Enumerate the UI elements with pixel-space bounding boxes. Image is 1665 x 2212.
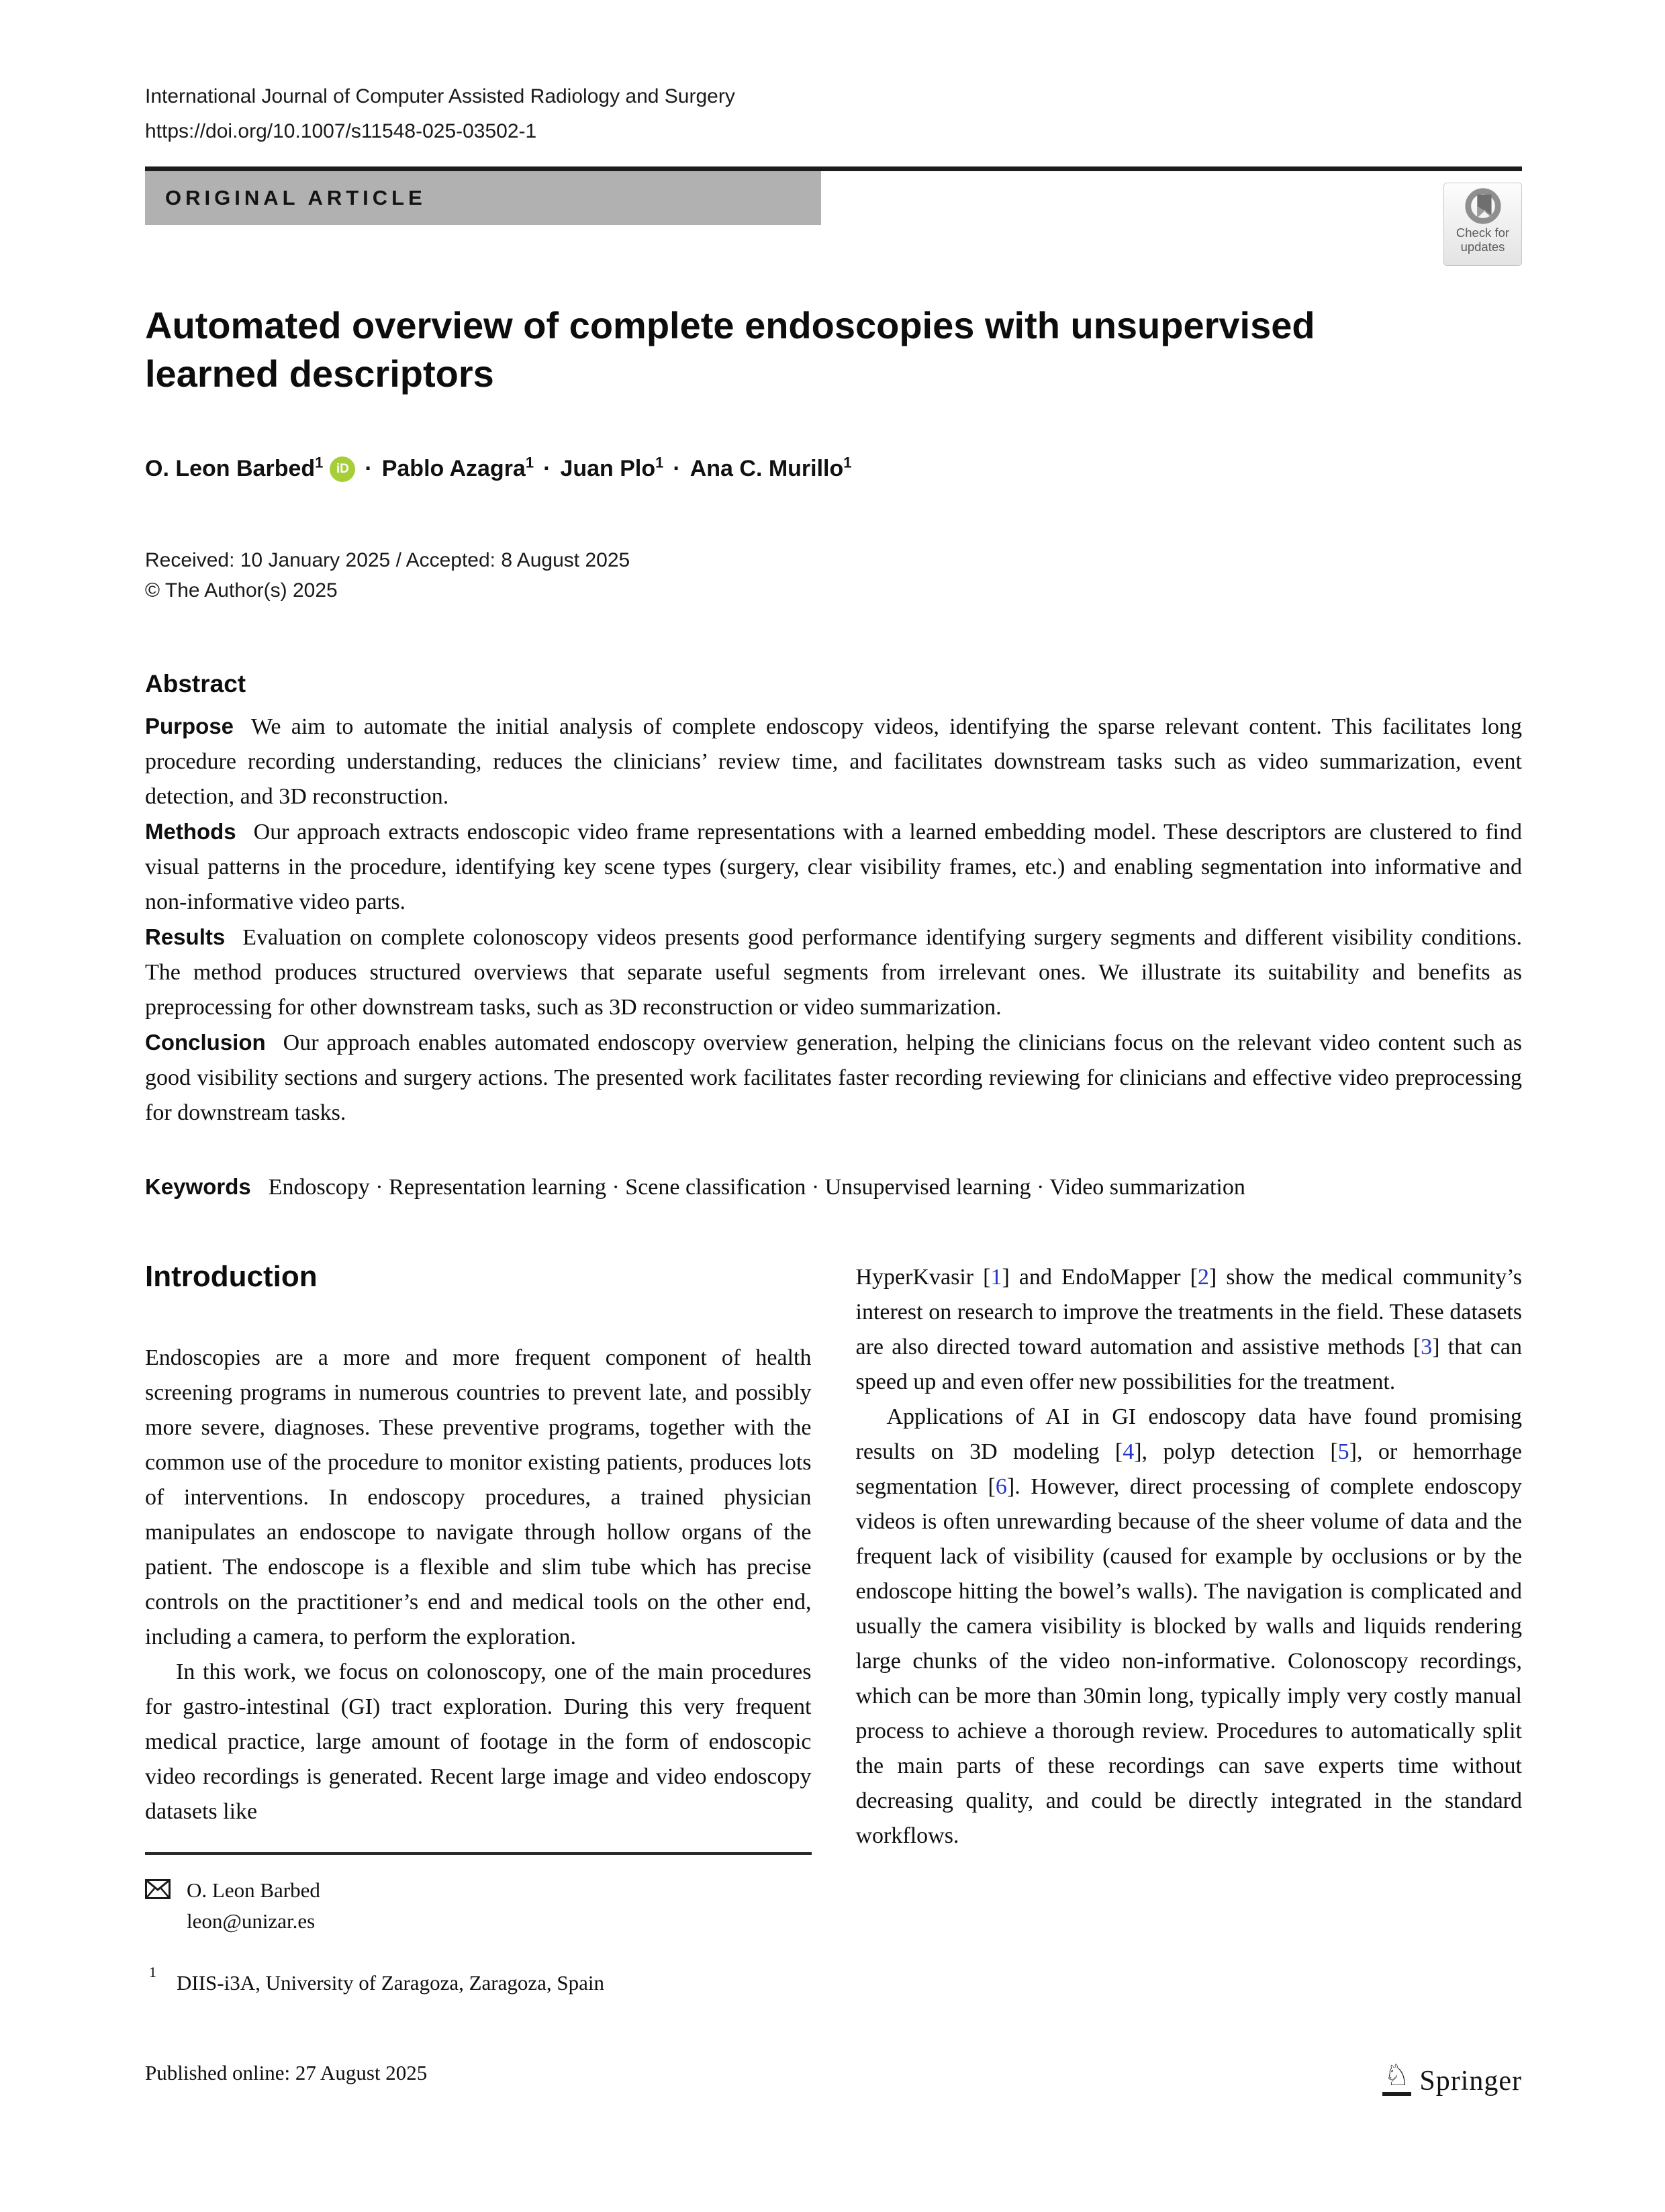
check-for-updates-badge[interactable] <box>1443 183 1522 266</box>
author: Juan Plo$^1$ <box>560 454 664 481</box>
paragraph: HyperKvasir [1] and EndoMapper [2] show the medical community’s interest on research to improve the treatments in the field. These datasets are also directed toward automation and assistive methods [3] that can speed up and even offer new possibilities for the treatment. <box>855 1265 1522 1394</box>
citation-ref[interactable]: 3 <box>1421 1335 1433 1359</box>
introduction-heading: Introduction <box>145 1260 318 1293</box>
corresponding-author-email[interactable]: leon@unizar.es <box>187 1909 316 1933</box>
keywords-text: Endoscopy · Representation learning · Scene classification · Unsupervised learning · Video summarization <box>268 1175 1245 1200</box>
abstract-section-methods: Methods Our approach extracts endoscopic video frame representations with a learned embedding model. These descriptors are clustered to find visual patterns in the procedure, identifying key scene types (surgery, clear visibility frames, etc.) and enabling segmentation into informative and non-informative video parts. <box>145 819 1522 914</box>
author-affiliation-superscript: 1 <box>315 454 324 471</box>
springer-wordmark: Springer <box>1419 2066 1522 2097</box>
paragraph: Endoscopies are a more and more frequent component of health screening programs in numerous countries to prevent late, and possibly more severe, diagnoses. These preventive programs, together with the common use of the procedure to monitor existing patients, produces lots of interventions. In endoscopy procedures, a trained physician manipulates an endoscope to navigate through hollow organs of the patient. The endoscope is a flexible and slim tube which has precise controls on the practitioner’s end and medical tools on the other end, including a camera, to perform the exploration. <box>145 1345 812 1649</box>
article-type-label: ORIGINAL ARTICLE <box>165 186 426 209</box>
journal-name: International Journal of Computer Assisted Radiology and Surgery <box>145 85 735 107</box>
doi-link[interactable]: https://doi.org/10.1007/s11548-025-03502-1 <box>145 120 537 142</box>
correspondence-row <box>145 1875 812 1906</box>
orcid-icon[interactable]: iD <box>330 456 355 482</box>
springer-logo <box>1382 2058 1522 2097</box>
author-affiliation-superscript: 1 <box>843 454 852 471</box>
author-separator: · <box>543 456 551 481</box>
check-for-updates-text: Check for updates <box>1456 226 1510 254</box>
corresponding-author-name: O. Leon Barbed <box>187 1878 320 1902</box>
paragraph: In this work, we focus on colonoscopy, one of the main procedures for gastro-intestinal (GI) tract exploration. During this very frequent medical practice, large amount of footage in the form of endoscopic video recordings is generated. Recent large image and video endoscopy datasets like <box>145 1660 812 1824</box>
page-footer <box>145 2058 1522 2097</box>
abstract-section-label: Conclusion <box>145 1030 266 1055</box>
published-online-line: Published online: 27 August 2025 <box>145 2061 428 2084</box>
introduction-left-text <box>145 1341 812 1829</box>
author: O. Leon Barbed$^1$ <box>145 454 324 481</box>
header-rule <box>145 166 1522 225</box>
author-affiliation-superscript: 1 <box>655 454 664 471</box>
springer-knight-icon: ♘ <box>1382 2061 1411 2096</box>
author: Pablo Azagra$^1$ <box>381 454 534 481</box>
right-column <box>856 1260 1523 1999</box>
keywords-label: Keywords <box>145 1174 251 1199</box>
article-type-banner <box>145 171 821 225</box>
affiliation-superscript: 1 <box>149 1964 156 1980</box>
article-title: Automated overview of complete endoscopies with unsupervised learned descriptors <box>145 304 1315 395</box>
affiliation-row <box>145 1964 812 1999</box>
abstract-section-label: Purpose <box>145 714 234 738</box>
check-for-updates-icon <box>1464 187 1503 226</box>
citation-ref[interactable]: 4 <box>1123 1439 1135 1464</box>
received-accepted-line: Received: 10 January 2025 / Accepted: 8 August 2025 <box>145 549 630 571</box>
citation-ref[interactable]: 6 <box>995 1474 1007 1499</box>
author: Ana C. Murillo$^1$ <box>689 454 852 481</box>
keywords-line <box>145 1169 1522 1205</box>
citation-ref[interactable]: 2 <box>1197 1265 1209 1290</box>
introduction-right-text <box>856 1260 1523 1854</box>
abstract-section-label: Methods <box>145 819 236 844</box>
authors-line <box>145 456 1522 482</box>
citation-ref[interactable]: 1 <box>990 1265 1002 1290</box>
copyright-line: © The Author(s) 2025 <box>145 579 338 602</box>
citation-ref[interactable]: 5 <box>1337 1439 1349 1464</box>
paragraph: Applications of AI in GI endoscopy data have found promising results on 3D modeling [4], polyp detection [5], or hemorrhage segmentation [6]. However, direct processing of complete endoscopy videos is often unrewarding because of the sheer volume of data and the frequent lack of visibility (caused for example by occlusions or by the endoscope hitting the bowel’s walls). The navigation is complicated and usually the camera visibility is blocked by walls and liquids rendering large chunks of the video non-informative. Colonoscopy recordings, which can be more than 30min long, typically imply very costly manual process to achieve a thorough review. Procedures to automatically split the main parts of these recordings can save experts time without decreasing quality, and could be directly integrated in the standard workflows. <box>855 1404 1523 1848</box>
abstract-section-label: Results <box>145 924 226 949</box>
abstract-section-purpose: Purpose We aim to automate the initial analysis of complete endoscopy videos, identifying the sparse relevant content. This facilitates long procedure recording understanding, reduces the clinicians’ review time, and facilitates downstream tasks such as video summarization, event detection, and 3D reconstruction. <box>145 714 1522 809</box>
abstract-heading: Abstract <box>145 670 246 698</box>
page-header <box>145 0 1522 149</box>
left-column <box>145 1260 812 1999</box>
footnote-block <box>145 1852 812 1999</box>
abstract-section-results: Results Evaluation on complete colonoscopy videos presents good performance identifying surgery segments and different visibility conditions. The method produces structured overviews that separate useful segments from irrelevant ones. We illustrate its suitability and benefits as preprocessing for other downstream tasks, such as 3D reconstruction or video summarization. <box>145 924 1522 1020</box>
two-column-body <box>145 1260 1522 1999</box>
dates-block <box>145 545 1522 606</box>
affiliation-text: DIIS-i3A, University of Zaragoza, Zaragoza, Spain <box>177 1971 604 1994</box>
author-affiliation-superscript: 1 <box>525 454 534 471</box>
abstract-section-conclusion: Conclusion Our approach enables automated endoscopy overview generation, helping the clinicians focus on the relevant video content such as good visibility sections and surgery actions. The presented work facilitates faster recording reviewing for clinicians and effective video preprocessing for downstream tasks. <box>145 1030 1522 1125</box>
abstract-body <box>145 709 1522 1131</box>
envelope-icon <box>145 1879 171 1903</box>
author-separator: · <box>365 456 373 481</box>
author-separator: · <box>673 456 681 481</box>
